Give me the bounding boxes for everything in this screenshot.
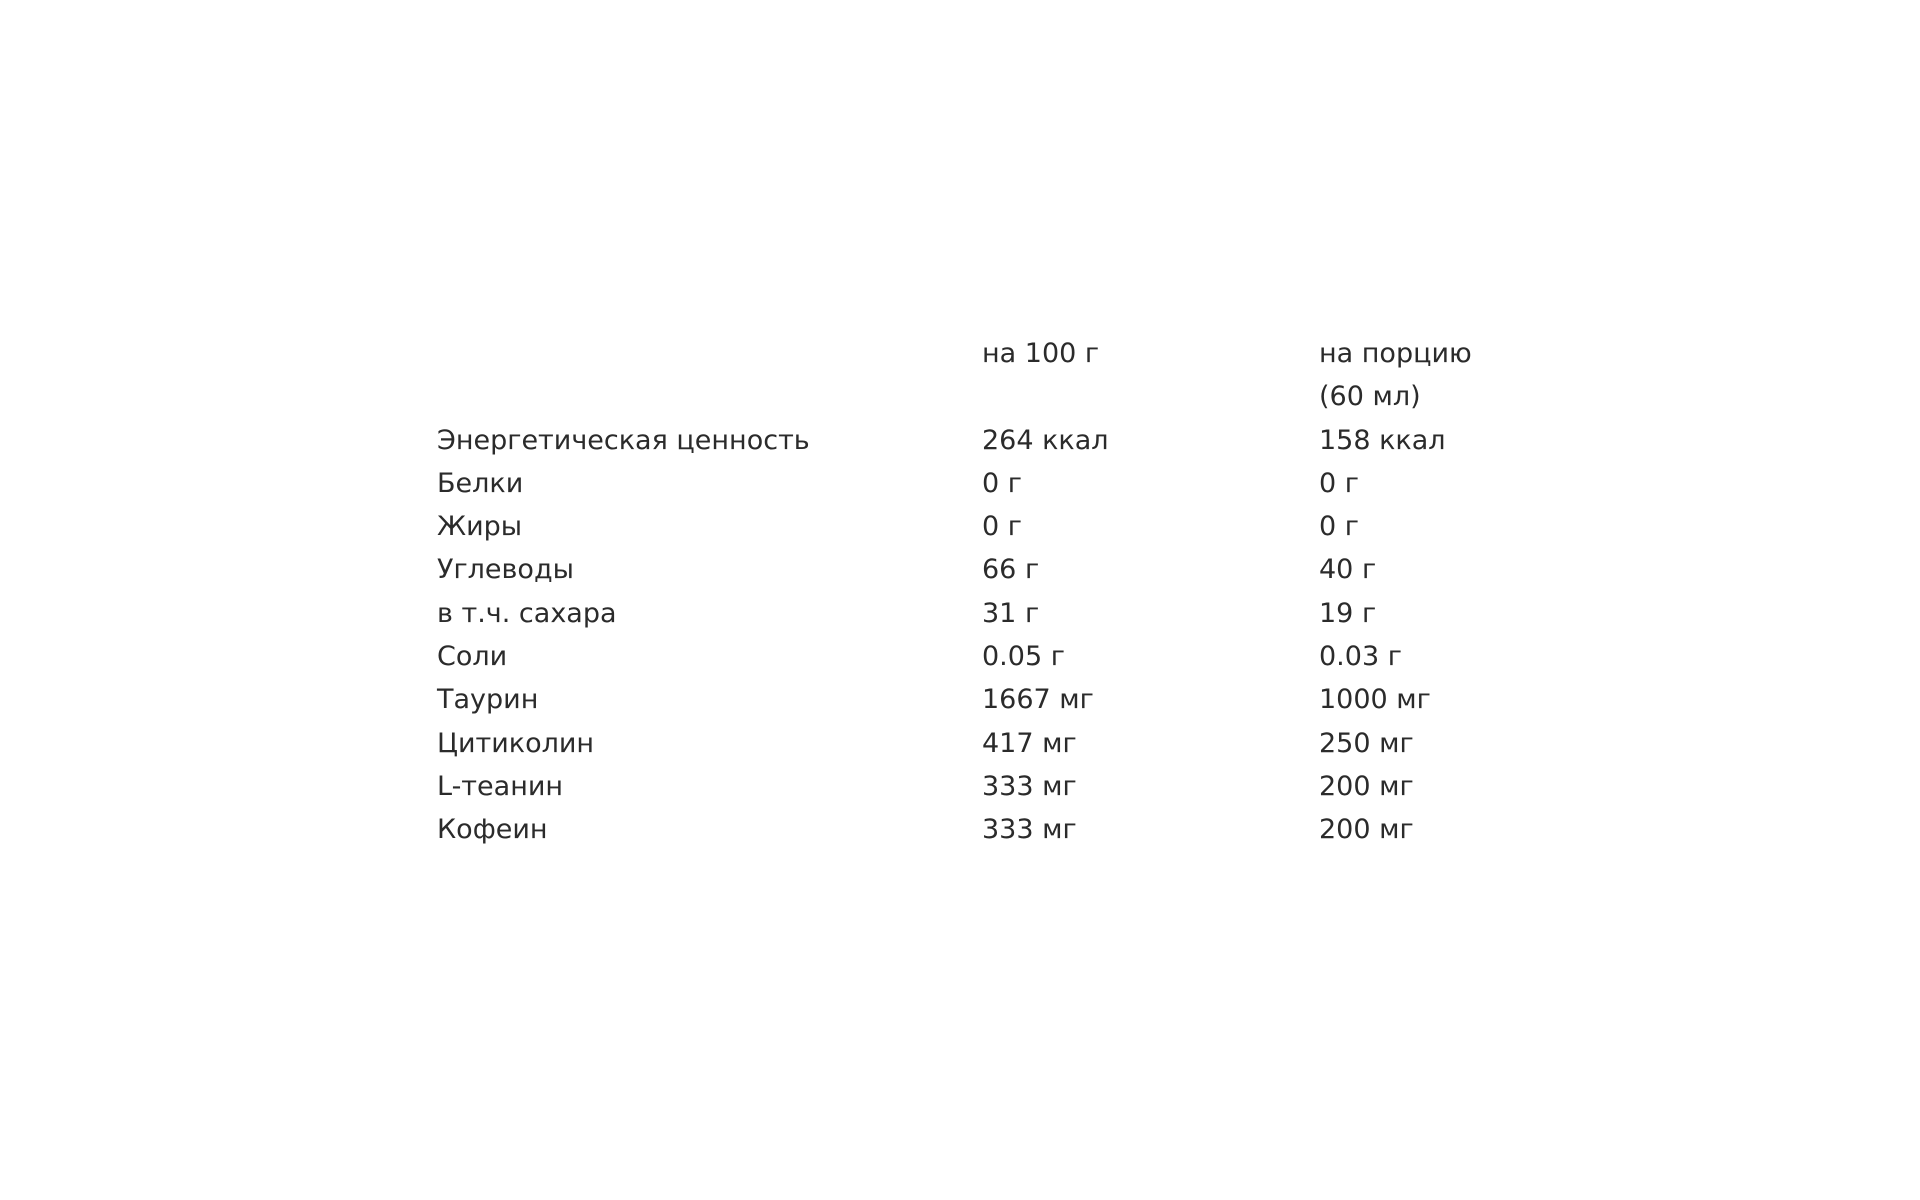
table-row xyxy=(437,548,1519,591)
table-row xyxy=(437,808,1519,851)
table-row xyxy=(437,505,1519,548)
header-per-portion-line2: (60 мл) xyxy=(1319,381,1421,413)
row-per-portion: 200 мг xyxy=(1319,770,1414,802)
header-name-cell xyxy=(437,332,982,419)
row-per-100: 31 г xyxy=(982,597,1040,629)
table-row xyxy=(437,462,1519,505)
table-row xyxy=(437,765,1519,808)
row-per-100: 66 г xyxy=(982,554,1040,586)
table-row xyxy=(437,678,1519,721)
row-per-portion: 19 г xyxy=(1319,597,1377,629)
row-per-portion: 158 ккал xyxy=(1319,424,1446,456)
nutrition-table-header xyxy=(437,332,1519,419)
row-per-100: 1667 мг xyxy=(982,684,1094,716)
row-per-100: 417 мг xyxy=(982,727,1077,759)
row-per-100: 0 г xyxy=(982,511,1022,543)
header-row xyxy=(437,332,1519,419)
header-per-100-cell: на 100 г xyxy=(982,338,1100,369)
row-per-portion: 200 мг xyxy=(1319,814,1414,846)
row-name: Соли xyxy=(437,641,508,673)
row-per-100: 333 мг xyxy=(982,770,1077,802)
row-name: Цитиколин xyxy=(437,727,595,759)
row-per-100: 0 г xyxy=(982,467,1022,499)
row-name: Белки xyxy=(437,467,524,499)
row-per-portion: 1000 мг xyxy=(1319,684,1431,716)
nutrition-table xyxy=(437,332,1519,852)
table-row xyxy=(437,592,1519,635)
row-per-portion: 0.03 г xyxy=(1319,641,1402,673)
row-per-100: 0.05 г xyxy=(982,641,1065,673)
row-per-portion: 40 г xyxy=(1319,554,1377,586)
row-per-portion: 0 г xyxy=(1319,511,1359,543)
row-name: Углеводы xyxy=(437,554,574,586)
row-name: Энергетическая ценность xyxy=(437,424,810,456)
table-row xyxy=(437,419,1519,462)
row-name: Жиры xyxy=(437,511,523,543)
row-per-100: 333 мг xyxy=(982,814,1077,846)
row-name: в т.ч. сахара xyxy=(437,597,617,629)
table-row xyxy=(437,635,1519,678)
row-name: L-теанин xyxy=(437,770,564,802)
header-per-portion-cell xyxy=(1319,332,1519,419)
row-name: Кофеин xyxy=(437,814,548,846)
header-per-portion-line1: на порцию xyxy=(1319,338,1472,369)
row-per-portion: 0 г xyxy=(1319,467,1359,499)
table-row xyxy=(437,722,1519,765)
row-name: Таурин xyxy=(437,684,539,716)
row-per-100: 264 ккал xyxy=(982,424,1109,456)
row-per-portion: 250 мг xyxy=(1319,727,1414,759)
nutrition-table-body xyxy=(437,419,1519,852)
